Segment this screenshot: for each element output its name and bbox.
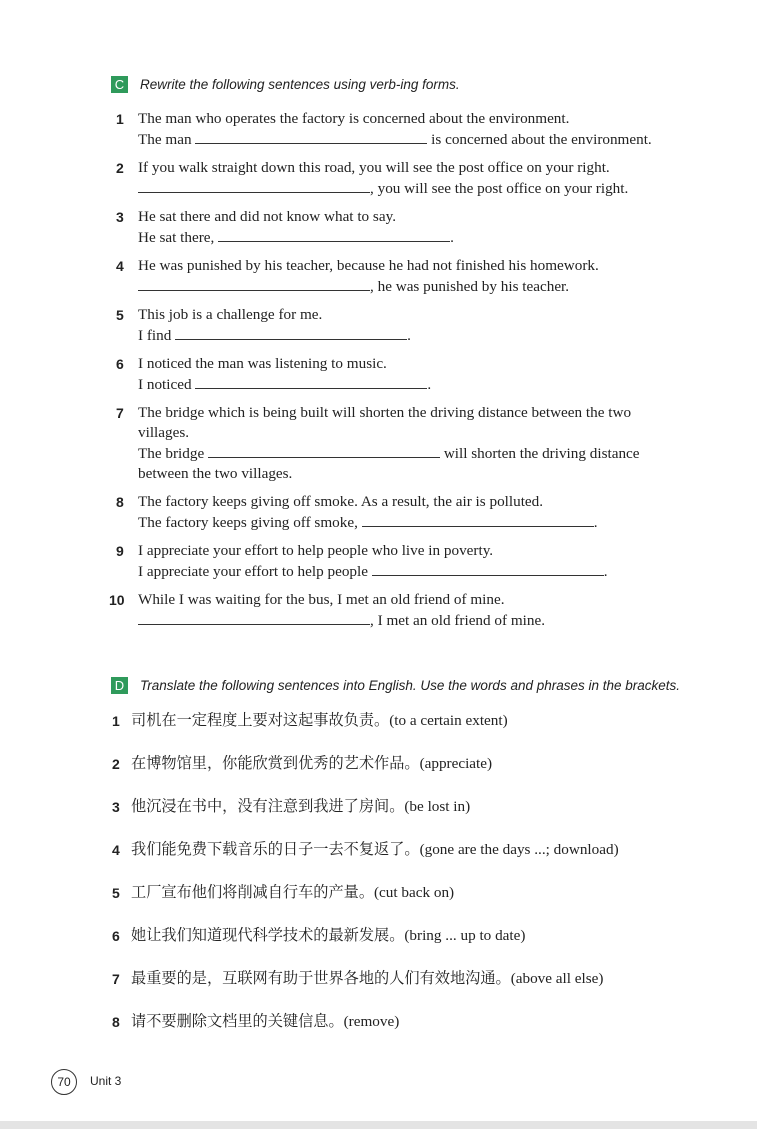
item-prompt: I noticed the man was listening to music. bbox=[138, 355, 387, 372]
exercise-item bbox=[116, 541, 676, 582]
answer-suffix: . bbox=[603, 563, 608, 580]
answer-suffix: will shorten the driving distance between the two villages. bbox=[138, 445, 640, 482]
exercise-item bbox=[116, 305, 676, 346]
item-prompt: The man who operates the factory is concerned about the environment. bbox=[138, 110, 570, 127]
answer-prefix: I find bbox=[138, 327, 176, 344]
item-text: 在博物馆里，你能欣赏到优秀的艺术作品。(appreciate) bbox=[131, 755, 493, 772]
answer-suffix: , you will see the post office on your right. bbox=[370, 180, 629, 197]
translation-item bbox=[112, 711, 712, 754]
exercise-item bbox=[116, 207, 676, 248]
item-body bbox=[138, 305, 673, 346]
answer-blank[interactable] bbox=[175, 325, 407, 340]
item-number: 9 bbox=[116, 543, 124, 559]
translation-item bbox=[112, 840, 712, 883]
item-number: 8 bbox=[116, 494, 124, 510]
item-number: 7 bbox=[116, 405, 124, 421]
page-number: 70 bbox=[51, 1069, 77, 1095]
section-d-header bbox=[111, 677, 680, 694]
answer-blank[interactable] bbox=[218, 227, 450, 242]
item-number: 8 bbox=[112, 1014, 120, 1030]
item-prompt: He was punished by his teacher, because he had not finished his homework. bbox=[138, 257, 599, 274]
answer-prefix: The bridge bbox=[138, 445, 209, 462]
item-body bbox=[138, 354, 673, 395]
item-number: 7 bbox=[112, 971, 120, 987]
item-number: 4 bbox=[116, 258, 124, 274]
item-number: 6 bbox=[116, 356, 124, 372]
answer-prefix: The factory keeps giving off smoke, bbox=[138, 514, 362, 531]
translation-item bbox=[112, 754, 712, 797]
answer-prefix: I noticed bbox=[138, 376, 196, 393]
item-prompt: The factory keeps giving off smoke. As a result, the air is polluted. bbox=[138, 493, 544, 510]
item-prompt: I appreciate your effort to help people who live in poverty. bbox=[138, 542, 494, 559]
unit-label: Unit 3 bbox=[90, 1074, 122, 1088]
section-d-instruction: Translate the following sentences into English. Use the words and phrases in the brackets. bbox=[140, 678, 681, 693]
item-body bbox=[138, 256, 673, 297]
item-body bbox=[138, 109, 673, 150]
section-c-instruction: Rewrite the following sentences using verb-ing forms. bbox=[140, 77, 460, 92]
answer-suffix: is concerned about the environment. bbox=[427, 131, 652, 148]
exercise-item bbox=[116, 109, 676, 150]
item-body bbox=[138, 492, 673, 533]
section-c-header bbox=[111, 76, 460, 93]
section-d-exercise-list bbox=[112, 711, 712, 1055]
item-answer-line bbox=[138, 561, 673, 582]
item-prompt: He sat there and did not know what to say. bbox=[138, 208, 396, 225]
item-prompt: While I was waiting for the bus, I met an old friend of mine. bbox=[138, 591, 505, 608]
item-text: 她让我们知道现代科学技术的最新发展。(bring ... up to date) bbox=[131, 927, 526, 944]
item-body bbox=[138, 590, 673, 631]
item-text: 工厂宣布他们将削减自行车的产量。(cut back on) bbox=[131, 884, 455, 901]
item-answer-line bbox=[138, 227, 673, 248]
item-number: 3 bbox=[116, 209, 124, 225]
item-answer-line bbox=[138, 276, 673, 297]
item-number: 5 bbox=[116, 307, 124, 323]
answer-suffix: . bbox=[593, 514, 598, 531]
item-body bbox=[138, 158, 673, 199]
item-text: 司机在一定程度上要对这起事故负责。(to a certain extent) bbox=[131, 712, 508, 729]
item-answer-line bbox=[138, 325, 673, 346]
item-body bbox=[138, 403, 673, 484]
answer-prefix: The man bbox=[138, 131, 196, 148]
item-number: 2 bbox=[116, 160, 124, 176]
item-answer-line bbox=[138, 443, 673, 484]
item-number: 1 bbox=[116, 111, 124, 127]
item-number: 3 bbox=[112, 799, 120, 815]
answer-blank[interactable] bbox=[138, 610, 370, 625]
answer-blank[interactable] bbox=[195, 129, 427, 144]
answer-prefix: I appreciate your effort to help people bbox=[138, 563, 372, 580]
item-prompt: The bridge which is being built will shorten the driving distance between the two villages. bbox=[138, 404, 632, 441]
item-answer-line bbox=[138, 610, 673, 631]
page-edge bbox=[0, 1121, 757, 1129]
answer-blank[interactable] bbox=[362, 512, 594, 527]
item-number: 5 bbox=[112, 885, 120, 901]
item-answer-line bbox=[138, 374, 673, 395]
translation-item bbox=[112, 883, 712, 926]
answer-suffix: , he was punished by his teacher. bbox=[370, 278, 570, 295]
answer-blank[interactable] bbox=[372, 561, 604, 576]
item-number: 4 bbox=[112, 842, 120, 858]
item-text: 最重要的是，互联网有助于世界各地的人们有效地沟通。(above all else) bbox=[131, 970, 604, 987]
answer-blank[interactable] bbox=[138, 276, 370, 291]
section-c-exercise-list bbox=[109, 109, 676, 639]
translation-item bbox=[112, 1012, 712, 1055]
item-number: 10 bbox=[109, 592, 125, 608]
translation-item bbox=[112, 969, 712, 1012]
section-d-badge: D bbox=[111, 677, 128, 694]
answer-blank[interactable] bbox=[138, 178, 370, 193]
exercise-item bbox=[116, 354, 676, 395]
exercise-item bbox=[116, 158, 676, 199]
item-text: 我们能免费下载音乐的日子一去不复返了。(gone are the days ...; download) bbox=[131, 841, 619, 858]
answer-prefix: He sat there, bbox=[138, 229, 219, 246]
item-number: 6 bbox=[112, 928, 120, 944]
item-answer-line bbox=[138, 129, 673, 150]
item-number: 2 bbox=[112, 756, 120, 772]
answer-blank[interactable] bbox=[195, 374, 427, 389]
translation-item bbox=[112, 797, 712, 840]
item-body bbox=[138, 207, 673, 248]
translation-item bbox=[112, 926, 712, 969]
item-text: 请不要删除文档里的关键信息。(remove) bbox=[131, 1013, 400, 1030]
answer-suffix: . bbox=[427, 376, 432, 393]
item-answer-line bbox=[138, 512, 673, 533]
exercise-item bbox=[116, 256, 676, 297]
answer-blank[interactable] bbox=[208, 443, 440, 458]
item-prompt: If you walk straight down this road, you will see the post office on your right. bbox=[138, 159, 610, 176]
item-body bbox=[138, 541, 673, 582]
item-text: 他沉浸在书中，没有注意到我进了房间。(be lost in) bbox=[131, 798, 471, 815]
exercise-item bbox=[116, 403, 676, 484]
answer-suffix: , I met an old friend of mine. bbox=[370, 612, 546, 629]
answer-suffix: . bbox=[407, 327, 411, 344]
exercise-item bbox=[116, 492, 676, 533]
answer-suffix: . bbox=[450, 229, 454, 246]
section-c-badge: C bbox=[111, 76, 128, 93]
item-answer-line bbox=[138, 178, 673, 199]
item-prompt: This job is a challenge for me. bbox=[138, 306, 323, 323]
exercise-item bbox=[109, 590, 676, 631]
item-number: 1 bbox=[112, 713, 120, 729]
